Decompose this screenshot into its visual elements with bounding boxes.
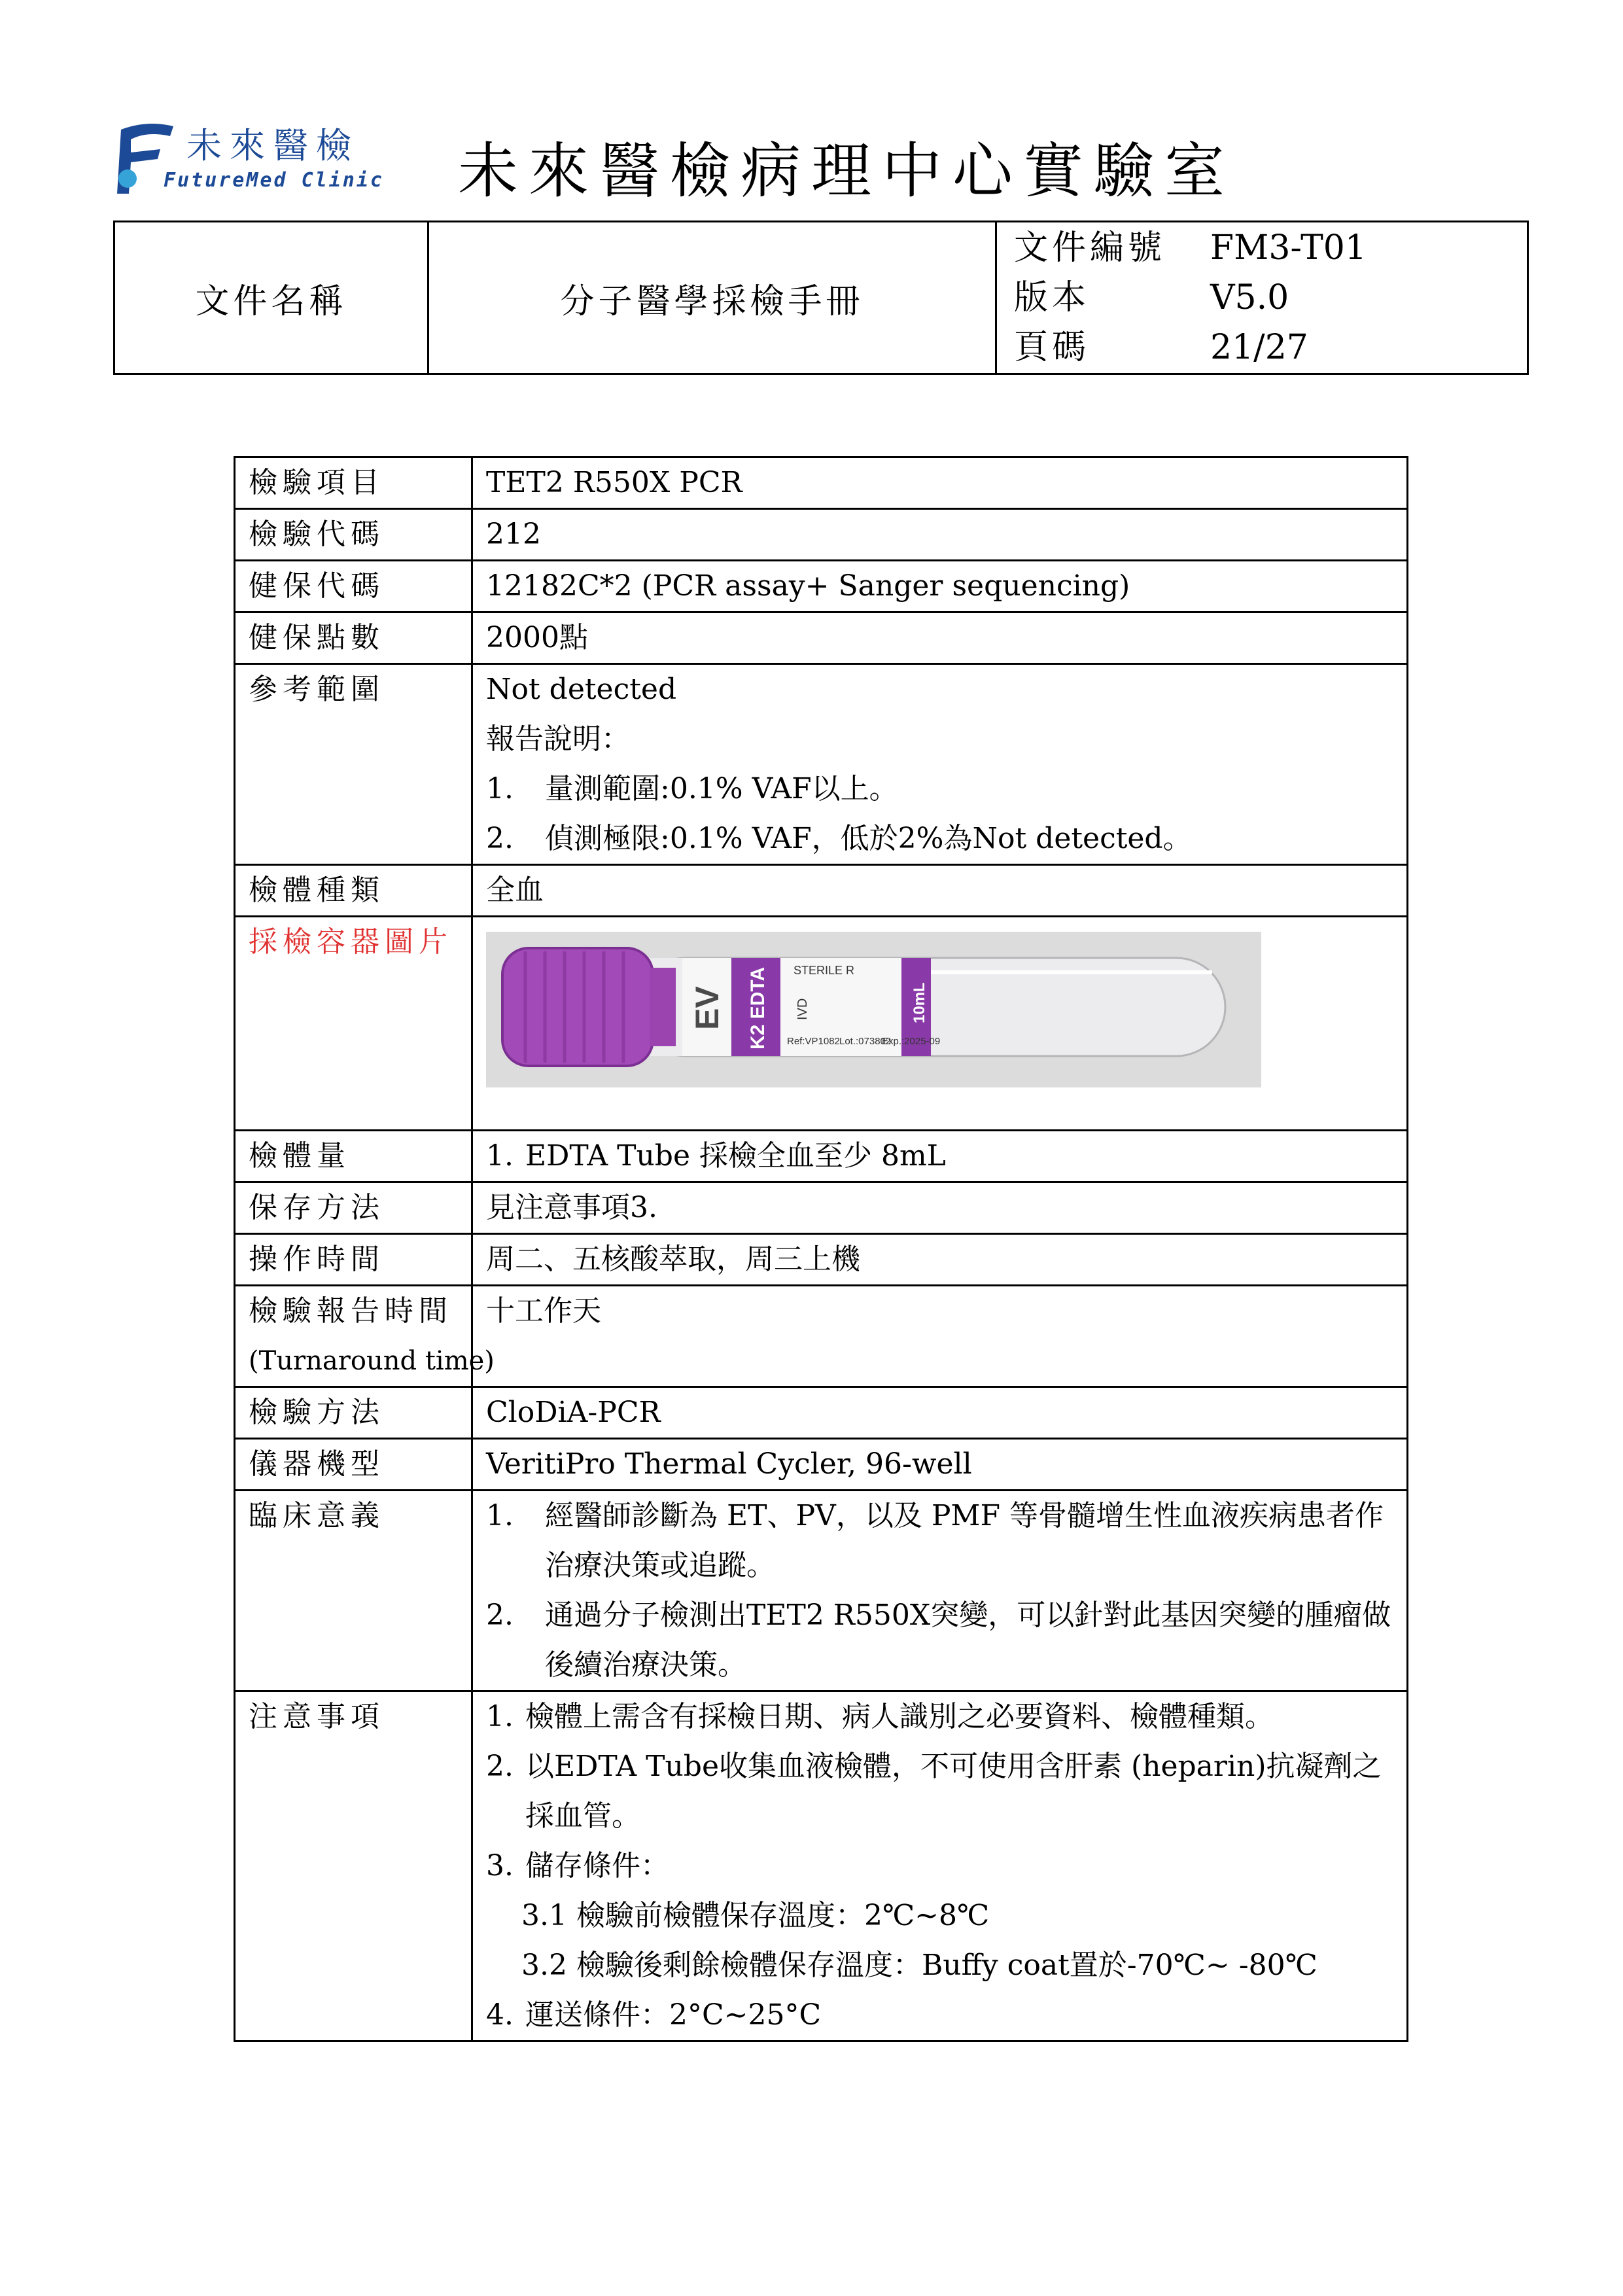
row-turnaround-time bbox=[235, 1286, 1408, 1387]
label-nhi-points: 健保點數 bbox=[235, 612, 472, 664]
list-number: 1. bbox=[486, 1499, 514, 1532]
meta-row-version bbox=[1014, 273, 1526, 323]
list-text: 以EDTA Tube收集血液檢體，不可使用含肝素 (heparin)抗凝劑之採血管。 bbox=[525, 1750, 1382, 1833]
notes-item bbox=[486, 1742, 1393, 1841]
value-reference-range bbox=[472, 664, 1408, 865]
row-specimen-volume bbox=[235, 1131, 1408, 1182]
tube-sterile: STERILE R bbox=[794, 964, 855, 977]
doc-name: 分子醫學採檢手冊 bbox=[428, 222, 996, 374]
value-notes bbox=[472, 1691, 1408, 2041]
document-header-table bbox=[113, 221, 1529, 375]
row-nhi-code bbox=[235, 561, 1408, 612]
tube-brand: EV bbox=[689, 986, 725, 1030]
label-turnaround-time bbox=[235, 1286, 495, 1387]
meta-key: 文件編號 bbox=[1014, 228, 1166, 268]
tat-label: 檢驗報告時間 bbox=[249, 1294, 453, 1328]
clinical-item bbox=[486, 1491, 1393, 1591]
meta-value: FM3-T01 bbox=[1210, 228, 1367, 268]
meta-key: 版本 bbox=[1014, 278, 1091, 317]
row-notes bbox=[235, 1691, 1408, 2041]
list-text: 運送條件：2°C~25°C bbox=[525, 1998, 822, 2032]
tube-exp: Exp.:2025-09 bbox=[882, 1036, 941, 1047]
clinic-logo bbox=[108, 116, 415, 202]
reference-item bbox=[486, 764, 1393, 814]
list-text: 量測範圍:0.1% VAF以上。 bbox=[545, 772, 898, 805]
label-specimen-volume: 檢體量 bbox=[235, 1131, 472, 1182]
meta-key: 頁碼 bbox=[1014, 328, 1091, 367]
label-operation-time: 操作時間 bbox=[235, 1234, 472, 1286]
label-notes: 注意事項 bbox=[235, 1691, 472, 2041]
row-storage bbox=[235, 1182, 1408, 1234]
notes-item bbox=[486, 1990, 1393, 2040]
meta-value: V5.0 bbox=[1210, 278, 1289, 317]
value-method: CloDiA-PCR bbox=[472, 1387, 1408, 1439]
label-nhi-code: 健保代碼 bbox=[235, 561, 472, 612]
list-text: 儲存條件： bbox=[525, 1849, 669, 1882]
row-test-item bbox=[235, 457, 1408, 509]
list-text: EDTA Tube 採檢全血至少 8mL bbox=[525, 1139, 946, 1173]
list-number: 3. bbox=[486, 1849, 514, 1882]
tube-ref: Ref:VP1082 bbox=[787, 1036, 840, 1047]
list-number: 1. bbox=[486, 772, 514, 805]
tube-type: K2 EDTA bbox=[747, 966, 769, 1050]
value-operation-time: 周二、五核酸萃取，周三上機 bbox=[472, 1234, 1408, 1286]
list-number: 4. bbox=[486, 1998, 514, 2032]
row-container-image bbox=[235, 917, 1408, 1131]
tat-sublabel: (Turnaround time) bbox=[249, 1346, 495, 1376]
logo-chinese-text: 未來醫檢 bbox=[186, 125, 359, 166]
value-nhi-points: 2000點 bbox=[472, 612, 1408, 664]
value-specimen-volume bbox=[472, 1131, 1408, 1182]
tube-ivd: IVD bbox=[795, 998, 810, 1020]
value-instrument: VeritiPro Thermal Cycler, 96-well bbox=[472, 1439, 1408, 1491]
notes-item bbox=[486, 1692, 1393, 1742]
list-number: 1. bbox=[486, 1139, 514, 1173]
row-specimen-type bbox=[235, 865, 1408, 917]
reference-note-title: 報告說明： bbox=[486, 722, 630, 756]
value-test-item: TET2 R550X PCR bbox=[472, 457, 1408, 509]
list-number: 2. bbox=[486, 1750, 514, 1783]
reference-item bbox=[486, 814, 1393, 864]
meta-value: 21/27 bbox=[1210, 328, 1308, 367]
value-storage: 見注意事項3. bbox=[472, 1182, 1408, 1234]
meta-row-doc-number bbox=[1014, 223, 1526, 273]
row-method bbox=[235, 1387, 1408, 1439]
label-method: 檢驗方法 bbox=[235, 1387, 472, 1439]
list-text: 偵測極限:0.1% VAF，低於2%為Not detected。 bbox=[545, 822, 1192, 855]
tube-volume: 10mL bbox=[911, 982, 928, 1023]
row-reference-range bbox=[235, 664, 1408, 865]
test-info-table bbox=[234, 456, 1408, 2042]
logo-english-text: FutureMed Clinic bbox=[164, 169, 384, 192]
list-text: 經醫師診斷為 ET、PV，以及 PMF 等骨髓增生性血液疾病患者作治療決策或追蹤。 bbox=[545, 1499, 1384, 1582]
row-operation-time bbox=[235, 1234, 1408, 1286]
doc-name-label: 文件名稱 bbox=[114, 222, 428, 374]
value-nhi-code: 12182C*2 (PCR assay+ Sanger sequencing) bbox=[472, 561, 1408, 612]
list-number: 2. bbox=[486, 1598, 514, 1632]
org-title: 未來醫檢病理中心實驗室 bbox=[458, 136, 1236, 206]
edta-tube-image bbox=[486, 932, 1261, 1087]
label-clinical-significance: 臨床意義 bbox=[235, 1491, 472, 1691]
row-nhi-points bbox=[235, 612, 1408, 664]
notes-subitem: 3.1 檢驗前檢體保存溫度：2℃~8℃ bbox=[521, 1899, 990, 1932]
label-reference-range: 參考範圍 bbox=[235, 664, 472, 865]
list-number: 2. bbox=[486, 822, 514, 855]
doc-meta bbox=[996, 222, 1528, 374]
label-container-image: 採檢容器圖片 bbox=[235, 917, 472, 1131]
value-test-code: 212 bbox=[472, 509, 1408, 561]
label-instrument: 儀器機型 bbox=[235, 1439, 472, 1491]
label-specimen-type: 檢體種類 bbox=[235, 865, 472, 917]
label-storage: 保存方法 bbox=[235, 1182, 472, 1234]
label-test-code: 檢驗代碼 bbox=[235, 509, 472, 561]
value-container-image bbox=[472, 917, 1408, 1131]
label-test-item: 檢驗項目 bbox=[235, 457, 472, 509]
list-number: 1. bbox=[486, 1700, 514, 1733]
notes-item bbox=[486, 1841, 1393, 1891]
value-specimen-type: 全血 bbox=[472, 865, 1408, 917]
clinical-item bbox=[486, 1591, 1393, 1690]
value-turnaround-time: 十工作天 bbox=[472, 1286, 1408, 1387]
reference-result: Not detected bbox=[486, 673, 677, 706]
list-text: 通過分子檢測出TET2 R550X突變，可以針對此基因突變的腫瘤做後續治療決策。 bbox=[545, 1598, 1391, 1682]
row-test-code bbox=[235, 509, 1408, 561]
value-clinical-significance bbox=[472, 1491, 1408, 1691]
tube-lot: Lot.:073802 bbox=[839, 1036, 892, 1047]
row-instrument bbox=[235, 1439, 1408, 1491]
notes-subitem: 3.2 檢驗後剩餘檢體保存溫度：Buffy coat置於-70℃~ -80℃ bbox=[521, 1949, 1318, 1982]
list-text: 檢體上需含有採檢日期、病人識別之必要資料、檢體種類。 bbox=[525, 1700, 1274, 1733]
meta-row-page bbox=[1014, 323, 1526, 372]
row-clinical-significance bbox=[235, 1491, 1408, 1691]
